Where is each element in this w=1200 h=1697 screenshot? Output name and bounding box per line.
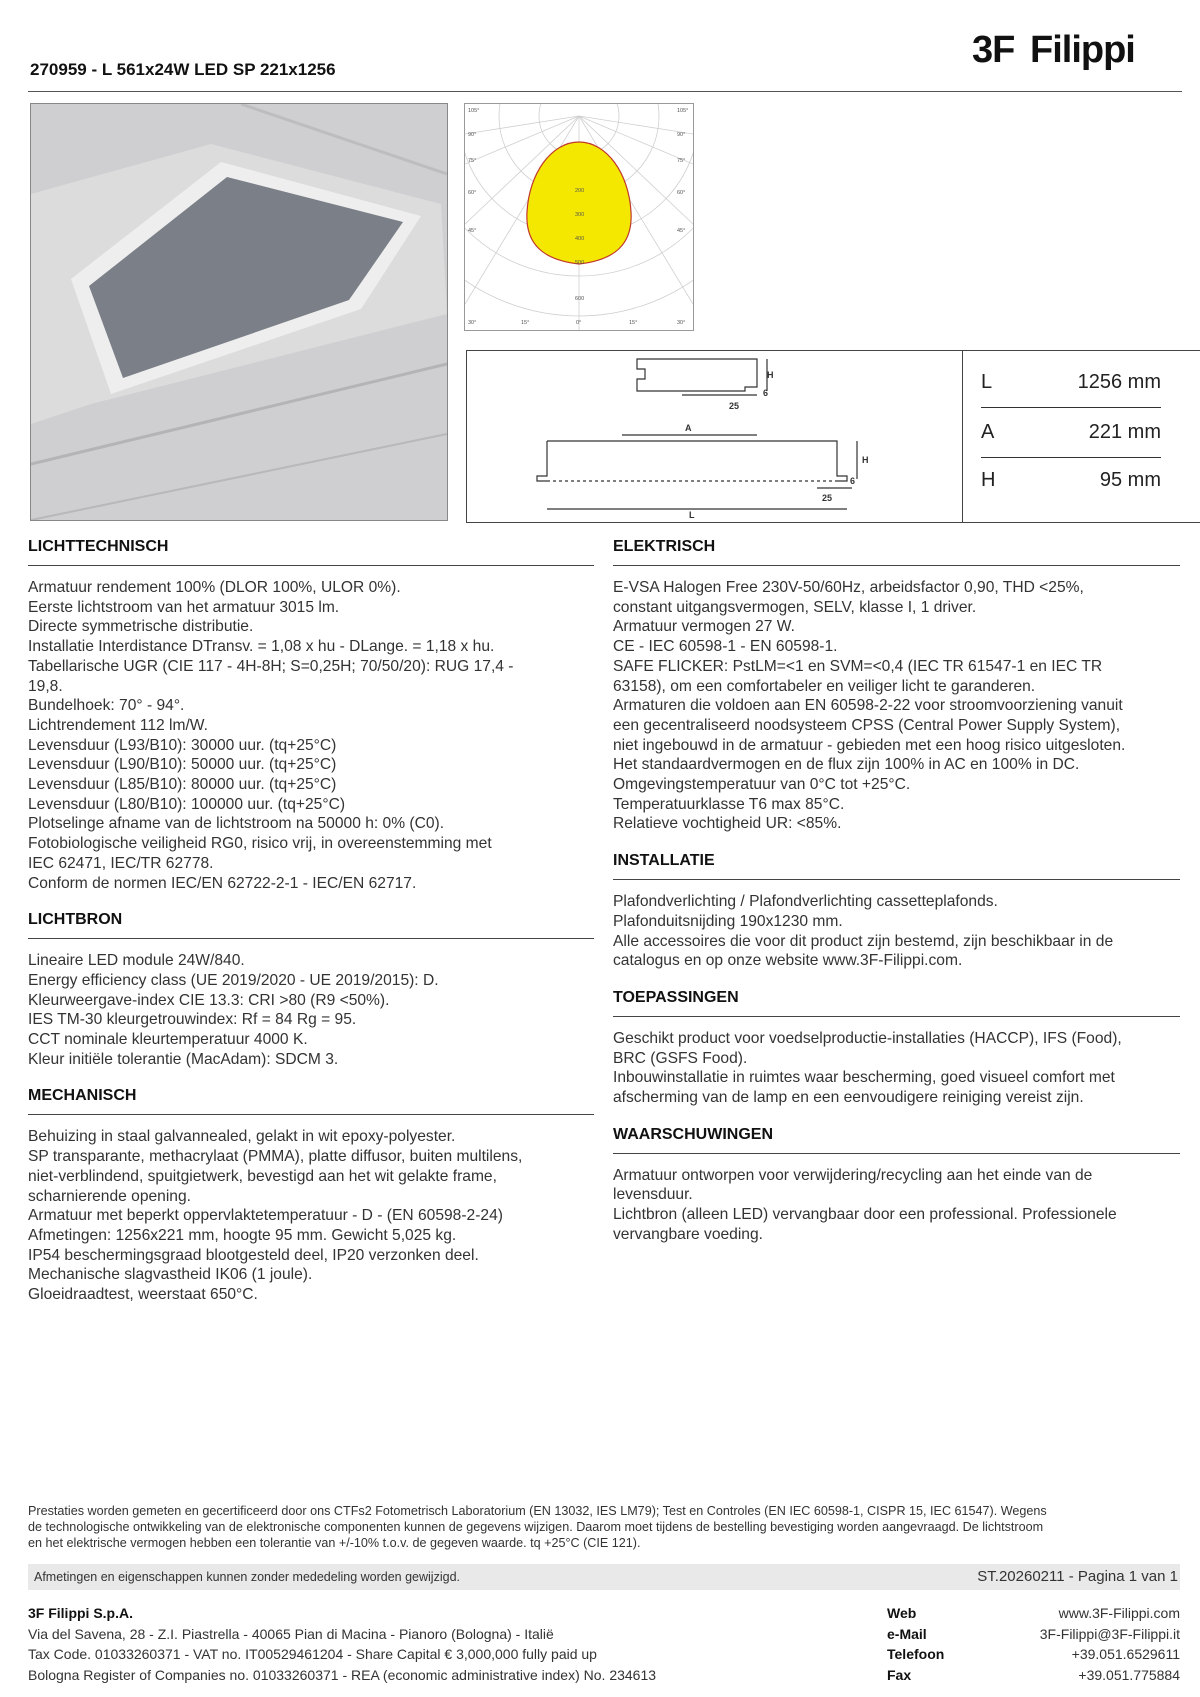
section-body [613,1166,1180,1245]
spec-line: constant uitgangsvermogen, SELV, klasse I, 1 driver. [613,598,977,616]
spec-line: CE - IEC 60598-1 - EN 60598-1. [613,638,838,656]
spec-column-right [613,532,1180,1257]
product-title: 270959 - L 561x24W LED SP 221x1256 [30,60,336,79]
phone-value: +39.051.6529611 [1071,1646,1180,1662]
contact-row-fax [887,1665,1180,1686]
contact-label: Telefoon [887,1646,945,1662]
polar-label: 105° [468,108,480,114]
polar-label: 45° [677,228,686,234]
spec-line: levensduur. [613,1186,693,1204]
spec-line: Directe symmetrische distributie. [28,618,254,636]
drawing-label: A [685,423,692,433]
spec-line: Lineaire LED module 24W/840. [28,952,245,970]
brand-logo [972,24,1182,72]
page-indicator: ST.20260211 - Pagina 1 van 1 [977,1568,1178,1585]
contact-row-email [887,1624,1180,1645]
drawing-label: H [767,370,774,380]
section-lichttechnisch [28,532,594,893]
spec-line: Levensduur (L80/B10): 100000 uur. (tq+25°C) [28,795,346,813]
spec-line: CCT nominale kleurtemperatuur 4000 K. [28,1031,308,1049]
polar-label: 0° [576,320,582,326]
disclaimer-bar [28,1564,1180,1590]
dimension-key: L [981,371,993,393]
section-heading: LICHTTECHNISCH [28,532,594,566]
polar-radial-label: 200 [575,188,585,194]
polar-label: 75° [677,158,686,164]
spec-line: Plafonduitsnijding 190x1230 mm. [613,912,843,930]
section-installatie [613,846,1180,971]
section-body [28,578,594,893]
dimensions-panel [466,350,1200,523]
spec-line: Eerste lichtstroom van het armatuur 3015 lm. [28,598,340,616]
dimension-value: 221 mm [1088,421,1161,443]
section-elektrisch [613,532,1180,834]
spec-line: Lichtbron (alleen LED) vervangbaar door een professional. Professionele [613,1206,1117,1224]
spec-line: BRC (GSFS Food). [613,1049,748,1067]
section-heading: LICHTBRON [28,905,594,939]
spec-line: Kleurweergave-index CIE 13.3: CRI >80 (R9 <50%). [28,991,390,1009]
polar-chart [465,104,693,330]
address-line: Tax Code. 01033260371 - VAT no. IT00529461204 - Share Capital € 3,000,000 fully paid up [28,1646,597,1662]
spec-line: 63158), om een comfortabeler en veiliger licht te garanderen. [613,677,1036,695]
spec-line: Temperatuurklasse T6 max 85°C. [613,795,845,813]
product-photo [30,103,448,521]
spec-line: SAFE FLICKER: PstLM=<1 en SVM=<0,4 (IEC TR 61547-1 en IEC TR [613,657,1103,675]
spec-line: SP transparante, methacrylaat (PMMA), platte diffusor, buiten multilens, [28,1148,523,1166]
spec-line: IEC 62471, IEC/TR 62778. [28,854,214,872]
contact-label: e-Mail [887,1625,927,1642]
section-body [613,578,1180,834]
spec-line: Installatie Interdistance DTransv. = 1,08 x hu - DLange. = 1,18 x hu. [28,638,495,656]
polar-light-distribution [464,103,694,331]
ceiling-illustration [31,104,447,520]
spec-line: Energy efficiency class (UE 2019/2020 - UE 2019/2015): D. [28,971,439,989]
address-line: Via del Savena, 28 - Z.I. Piastrella - 40065 Pian di Macina - Pianoro (Bologna) - Italië [28,1625,554,1642]
drawing-label: H [862,455,869,465]
polar-label: 15° [629,320,638,326]
spec-line: Inbouwinstallatie in ruimtes waar bescherming, goed visueel comfort met [613,1069,1115,1087]
spec-line: Plafondverlichting / Plafondverlichting cassetteplafonds. [613,893,998,911]
spec-line: niet-verblindend, spuitgietwerk, bevestigd aan het wit gelakte frame, [28,1167,497,1185]
drawing-label: 6 [850,476,856,486]
spec-line: afscherming van de lamp en een eenvoudigere reiniging vereist zijn. [613,1089,1084,1107]
section-toepassingen [613,983,1180,1108]
spec-line: Alle accessoires die voor dit product zijn bestemd, zijn beschikbaar in de [613,932,1114,950]
polar-label: 75° [468,158,477,164]
spec-line: Armaturen die voldoen aan EN 60598-2-22 voor stroomvoorziening vanuit [613,697,1123,715]
section-body [613,1029,1180,1108]
dimension-table [962,351,1178,522]
contact-label: Web [887,1605,917,1621]
note-line: en het elektrische vermogen hebben een tolerantie van +/-10% t.o.v. de gegeven waarde. tq +25°C (CIE 121). [28,1536,641,1550]
spec-line: scharnierende opening. [28,1187,191,1205]
spec-line: vervangbare voeding. [613,1225,763,1243]
section-body [613,892,1180,971]
section-heading: TOEPASSINGEN [613,983,1180,1017]
email-link[interactable]: 3F-Filippi@3F-Filippi.it [1039,1625,1180,1642]
dimension-row [981,359,1161,408]
section-heading: ELEKTRISCH [613,532,1180,566]
polar-label: 30° [677,320,686,326]
spec-line: Afmetingen: 1256x221 mm, hoogte 95 mm. Gewicht 5,025 kg. [28,1226,457,1244]
spec-line: Omgevingstemperatuur van 0°C tot +25°C. [613,776,911,794]
contact-list [887,1603,1180,1685]
spec-line: 19,8. [28,677,63,695]
spec-line: Kleur initiële tolerantie (MacAdam): SDCM 3. [28,1050,339,1068]
dimension-row [981,409,1161,458]
spec-line: Armatuur ontworpen voor verwijdering/recycling aan het einde van de [613,1166,1093,1184]
address-line: Bologna Register of Companies no. 01033260371 - REA (economic administrative index) No. 234613 [28,1666,657,1683]
spec-line: een gecentraliseerd noodsysteem CPSS (Central Power Supply System), [613,716,1121,734]
spec-line: Behuizing in staal galvannealed, gelakt in wit epoxy-polyester. [28,1128,456,1146]
spec-line: Lichtrendement 112 lm/W. [28,716,208,734]
distribution-curve [527,142,631,264]
polar-label: 90° [677,132,686,138]
section-waarschuwingen [613,1120,1180,1245]
contact-row-phone [887,1644,1180,1665]
drawing-label: 25 [729,401,740,411]
spec-line: catalogus en op onze website www.3F-Filippi.com. [613,952,963,970]
spec-line: Gloeidraadtest, weerstaat 650°C. [28,1286,258,1304]
polar-label: 30° [468,320,477,326]
measurement-note [28,1503,1180,1551]
fax-value: +39.051.775884 [1078,1666,1180,1683]
dimension-value: 95 mm [1099,469,1161,491]
polar-radial-label: 500 [575,260,585,266]
polar-label: 90° [468,132,477,138]
section-heading: WAARSCHUWINGEN [613,1120,1180,1154]
disclaimer-text: Afmetingen en eigenschappen kunnen zonder mededeling worden gewijzigd. [34,1570,460,1584]
spec-line: Mechanische slagvastheid IK06 (1 joule). [28,1266,313,1284]
svg-text:Filippi: Filippi [1030,29,1135,71]
polar-label: 15° [521,320,530,326]
polar-radial-label: 300 [575,212,585,218]
section-lichtbron [28,905,594,1069]
polar-label: 60° [468,190,477,196]
section-body [28,1127,594,1304]
contact-row-web [887,1603,1180,1624]
spec-line: E-VSA Halogen Free 230V-50/60Hz, arbeidsfactor 0,90, THD <25%, [613,579,1084,596]
spec-line: Relatieve vochtigheid UR: <85%. [613,815,842,833]
spec-line: Levensduur (L90/B10): 50000 uur. (tq+25°C) [28,756,337,774]
svg-text:3F: 3F [972,29,1015,71]
polar-label: 105° [677,108,689,114]
spec-line: IES TM-30 kleurgetrouwindex: Rf = 84 Rg = 95. [28,1011,357,1029]
spec-line: Geschikt product voor voedselproductie-installaties (HACCP), IFS (Food), [613,1029,1122,1047]
dimension-key: H [981,469,996,491]
dimension-value: 1256 mm [1077,371,1161,393]
spec-line: Fotobiologische veiligheid RG0, risico vrij, in overeenstemming met [28,835,492,853]
section-heading: INSTALLATIE [613,846,1180,880]
spec-line: Armatuur rendement 100% (DLOR 100%, ULOR 0%). [28,579,401,596]
spec-line: Tabellarische UGR (CIE 117 - 4H-8H; S=0,25H; 70/50/20): RUG 17,4 - [28,657,514,675]
spec-line: Het standaardvermogen en de flux zijn 100% in AC en 100% in DC. [613,756,1080,774]
drawing-label: 25 [822,493,833,503]
dimension-key: A [981,421,995,443]
spec-column-left [28,532,594,1317]
spec-line: Levensduur (L93/B10): 30000 uur. (tq+25°C) [28,736,337,754]
spec-line: Plotselinge afname van de lichtstroom na 50000 h: 0% (C0). [28,815,445,833]
title-divider [28,91,1182,92]
spec-line: Bundelhoek: 70° - 94°. [28,697,185,715]
drawing-label: 6 [763,388,769,398]
spec-line: IP54 beschermingsgraad blootgesteld deel, IP20 verzonken deel. [28,1246,479,1264]
spec-line: Armatuur vermogen 27 W. [613,618,796,636]
website-link[interactable]: www.3F-Filippi.com [1058,1605,1180,1621]
section-mechanisch [28,1081,594,1304]
note-line: de technologische ontwikkeling van de elektronische componenten kunnen de gegevens wijzigen. Daarom moet tijdens de bestelling bevestiging worden aangevraagd. De lichtstroom [28,1520,1044,1534]
contact-label: Fax [887,1666,912,1683]
spec-line: Levensduur (L85/B10): 80000 uur. (tq+25°C) [28,776,337,794]
polar-radial-label: 400 [575,236,585,242]
note-line: Prestaties worden gemeten en gecertificeerd door ons CTFs2 Fotometrisch Laboratorium (EN 13032, IES LM79); Test en Controles (EN IEC 60598-1, CISPR 15, IEC 61547). Wegens [28,1504,1047,1518]
polar-label: 60° [677,190,686,196]
company-name: 3F Filippi S.p.A. [28,1605,133,1621]
drawing-label: L [689,510,695,520]
spec-line: Armatuur met beperkt oppervlaktetemperatuur - D - (EN 60598-2-24) [28,1207,503,1225]
polar-radial-label: 600 [575,296,585,302]
spec-line: niet ingebouwd in de armatuur - gebieden met een hoog risico uitgesloten. [613,736,1126,754]
spec-line: Conform de normen IEC/EN 62722-2-1 - IEC/EN 62717. [28,874,417,892]
section-body [28,951,594,1069]
section-heading: MECHANISCH [28,1081,594,1115]
polar-label: 45° [468,228,477,234]
dimension-row [981,457,1161,505]
technical-drawing [467,351,962,522]
